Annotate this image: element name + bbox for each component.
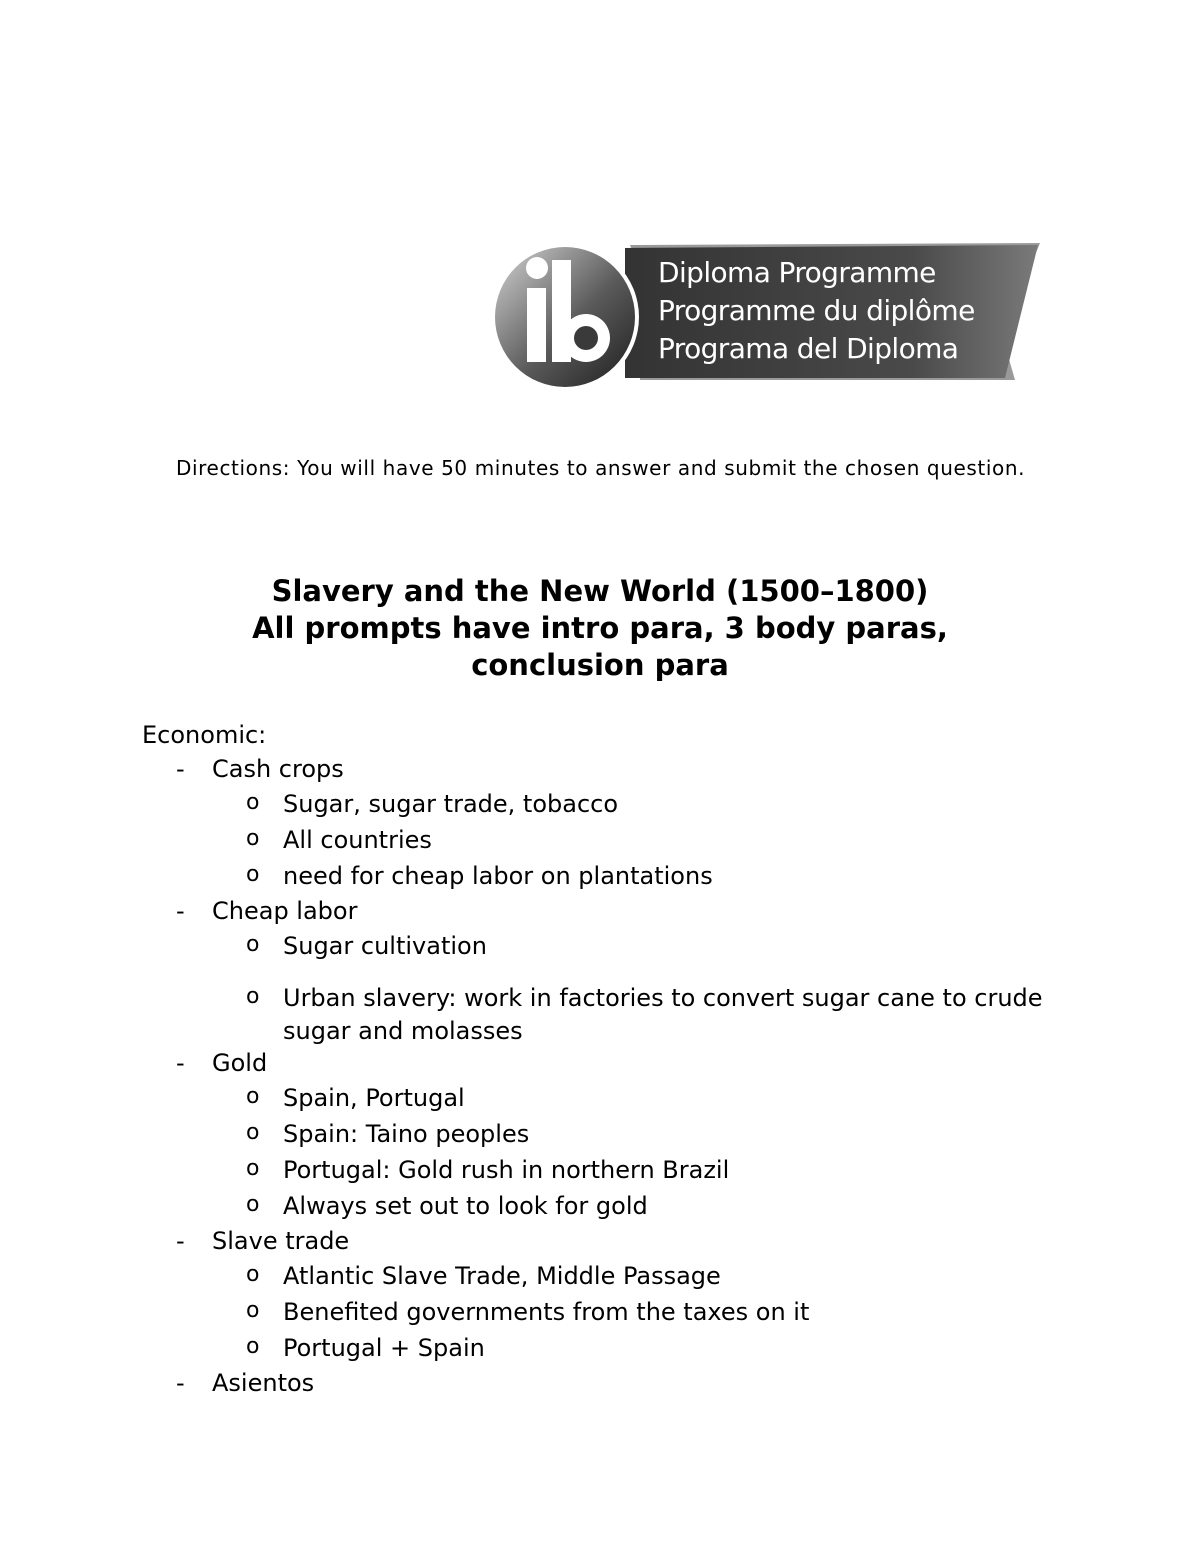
bullet-item (142, 1048, 1072, 1082)
logo-line-french: Programme du diplôme (658, 294, 975, 327)
circle-marker: o (246, 1120, 260, 1145)
circle-marker: o (246, 1192, 260, 1217)
circle-marker: o (246, 1084, 260, 1109)
circle-marker: o (246, 862, 260, 887)
sub-item-text: Portugal + Spain (283, 1334, 485, 1362)
bullet-item (142, 896, 1072, 930)
sub-item (142, 824, 1072, 860)
title-line-3: conclusion para (471, 648, 729, 682)
bullet-label: Slave trade (212, 1227, 350, 1255)
logo-line-spanish: Programa del Diploma (658, 332, 959, 365)
section-heading: Economic: (142, 721, 267, 749)
circle-marker: o (246, 1334, 260, 1359)
sub-item (142, 982, 1072, 1048)
bullet-item (142, 1368, 1072, 1402)
circle-marker: o (246, 1298, 260, 1323)
directions-text: Directions: You will have 50 minutes to answer and submit the chosen question. (176, 456, 1026, 480)
sub-item (142, 1118, 1072, 1154)
title-line-1: Slavery and the New World (1500–1800) (271, 574, 929, 608)
bullet-item (142, 754, 1072, 788)
bullet-label: Cash crops (212, 755, 344, 783)
sub-item-text: Portugal: Gold rush in northern Brazil (283, 1156, 730, 1184)
circle-marker: o (246, 984, 260, 1009)
sub-item (142, 1154, 1072, 1190)
document-title (140, 573, 1060, 684)
sub-item (142, 930, 1072, 966)
sub-item (142, 1296, 1072, 1332)
sub-item-text: Spain: Taino peoples (283, 1120, 530, 1148)
dash-marker: - (176, 1049, 185, 1077)
sub-item-text: Sugar, sugar trade, tobacco (283, 790, 619, 818)
economic-outline (142, 720, 1072, 1402)
sub-item (142, 860, 1072, 896)
dash-marker: - (176, 897, 185, 925)
sub-item (142, 1260, 1072, 1296)
bullet-label: Gold (212, 1049, 268, 1077)
logo-text (658, 254, 975, 368)
circle-marker: o (246, 1156, 260, 1181)
circle-marker: o (246, 790, 260, 815)
sub-item-text: Sugar cultivation (283, 932, 487, 960)
dash-marker: - (176, 1369, 185, 1397)
sub-item (142, 788, 1072, 824)
sub-item-text: Atlantic Slave Trade, Middle Passage (283, 1262, 721, 1290)
title-line-2: All prompts have intro para, 3 body paras, (252, 611, 948, 645)
bullet-item (142, 1226, 1072, 1260)
sub-item (142, 1082, 1072, 1118)
circle-marker: o (246, 932, 260, 957)
circle-marker: o (246, 826, 260, 851)
sub-item-text: Always set out to look for gold (283, 1192, 648, 1220)
dash-marker: - (176, 755, 185, 783)
ib-diploma-logo (490, 240, 1045, 395)
sub-item-text: Spain, Portugal (283, 1084, 465, 1112)
sub-item (142, 1190, 1072, 1226)
dash-marker: - (176, 1227, 185, 1255)
sub-item-text: All countries (283, 826, 432, 854)
sub-item (142, 1332, 1072, 1368)
sub-item-text: need for cheap labor on plantations (283, 862, 713, 890)
circle-marker: o (246, 1262, 260, 1287)
sub-item-text: Urban slavery: work in factories to convert sugar cane to crude sugar and molasses (283, 984, 1043, 1045)
bullet-label: Asientos (212, 1369, 315, 1397)
bullet-label: Cheap labor (212, 897, 358, 925)
logo-line-english: Diploma Programme (658, 256, 936, 289)
sub-item-text: Benefited governments from the taxes on it (283, 1298, 810, 1326)
